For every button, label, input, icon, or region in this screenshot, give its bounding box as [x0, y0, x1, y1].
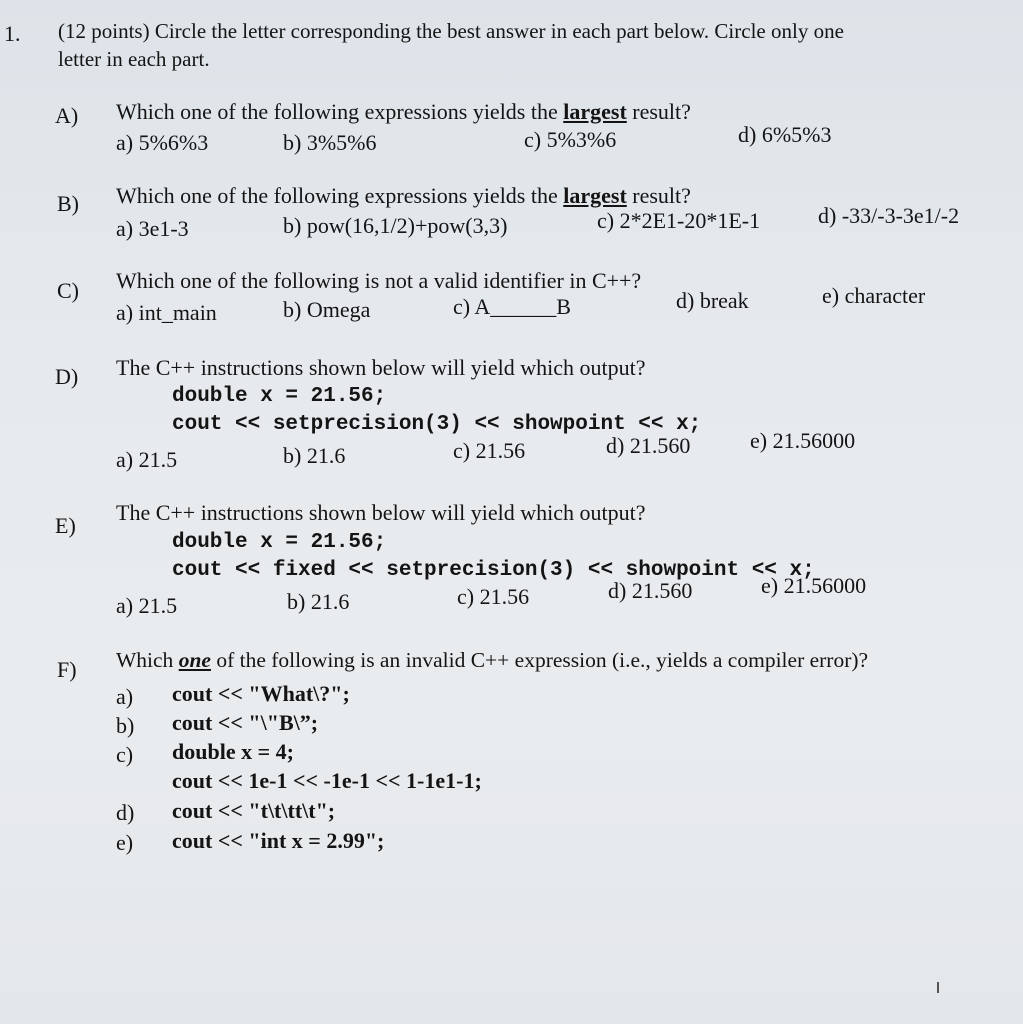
part-c-option-a[interactable]: a) int_main [116, 300, 217, 325]
part-e-stem: The C++ instructions shown below will yield which output? [116, 500, 646, 525]
part-b-stem [116, 183, 691, 209]
part-e-option-c[interactable]: c) 21.56 [457, 584, 530, 609]
part-b-stem-text: Which one of the following expressions yields the [116, 183, 564, 208]
part-c-option-e[interactable]: e) character [822, 283, 926, 308]
part-c-stem: Which one of the following is not a valid identifier in C++? [116, 268, 642, 293]
part-f-option-d-letter[interactable]: d) [116, 800, 135, 825]
part-b-option-d[interactable]: d) -33/-3-3e1/-2 [818, 203, 960, 228]
part-f-option-a-code: cout << "What\?"; [172, 681, 350, 706]
part-f-option-d-code: cout << "t\t\tt\t"; [172, 798, 336, 823]
part-d-label: D) [55, 364, 79, 389]
part-a-option-b[interactable]: b) 3%5%6 [283, 130, 377, 155]
part-d-code-line2: cout << setprecision(3) << showpoint << x; [172, 413, 702, 436]
question-number: 1. [4, 21, 21, 46]
part-f-option-c-code-line2: cout << 1e-1 << -1e-1 << 1-1e1-1; [172, 768, 482, 793]
part-a-label: A) [55, 103, 79, 128]
part-e-code-line1: double x = 21.56; [172, 531, 387, 554]
part-f-stem [116, 647, 868, 673]
part-e-label: E) [55, 513, 76, 538]
part-f-stem-text: Which [116, 648, 179, 672]
part-f-option-c-letter[interactable]: c) [116, 742, 134, 767]
part-c-option-c[interactable]: c) A______B [453, 294, 571, 319]
part-b-label: B) [57, 191, 79, 216]
pen-mark [937, 982, 939, 993]
part-f-label: F) [57, 657, 77, 682]
part-e-option-a[interactable]: a) 21.5 [116, 593, 178, 618]
part-b-stem-emphasis: largest [563, 183, 627, 208]
part-e-option-e[interactable]: e) 21.56000 [761, 573, 867, 598]
part-e-option-b[interactable]: b) 21.6 [287, 589, 350, 614]
part-c-label: C) [57, 278, 79, 303]
part-a-option-d[interactable]: d) 6%5%3 [738, 122, 832, 147]
part-a-stem [116, 99, 691, 125]
part-a-stem-end: result? [626, 99, 691, 124]
part-f-stem-end: of the following is an invalid C++ expression (i.e., yields a compiler error)? [210, 648, 869, 672]
part-f-option-e-letter[interactable]: e) [116, 830, 134, 855]
part-c-option-b[interactable]: b) Omega [283, 297, 371, 322]
part-b-option-c[interactable]: c) 2*2E1-20*1E-1 [597, 208, 761, 233]
part-d-option-b[interactable]: b) 21.6 [283, 443, 346, 468]
part-f-option-b-code: cout << "\"B\”; [172, 710, 319, 735]
part-f-option-e-code: cout << "int x = 2.99"; [172, 828, 385, 853]
part-e-option-d[interactable]: d) 21.560 [608, 578, 693, 603]
part-f-stem-emphasis: one [178, 648, 211, 672]
part-c-option-d[interactable]: d) break [676, 288, 749, 313]
part-b-option-b[interactable]: b) pow(16,1/2)+pow(3,3) [283, 213, 508, 238]
part-d-option-d[interactable]: d) 21.560 [606, 433, 691, 458]
part-e-code-line2: cout << fixed << setprecision(3) << showpoint << x; [172, 559, 815, 582]
part-d-option-e[interactable]: e) 21.56000 [750, 428, 856, 453]
part-a-stem-text: Which one of the following expressions yields the [116, 99, 564, 124]
question-intro-line2: letter in each part. [58, 47, 210, 71]
part-d-code-line1: double x = 21.56; [172, 385, 387, 408]
part-b-option-a[interactable]: a) 3e1-3 [116, 216, 189, 241]
part-f-option-b-letter[interactable]: b) [116, 713, 135, 738]
part-d-option-c[interactable]: c) 21.56 [453, 438, 526, 463]
part-a-stem-emphasis: largest [563, 99, 627, 124]
part-d-stem: The C++ instructions shown below will yield which output? [116, 355, 646, 380]
part-a-option-c[interactable]: c) 5%3%6 [524, 127, 617, 152]
part-d-option-a[interactable]: a) 21.5 [116, 447, 178, 472]
part-f-option-c-code-line1: double x = 4; [172, 739, 294, 764]
part-a-option-a[interactable]: a) 5%6%3 [116, 130, 209, 155]
part-f-option-a-letter[interactable]: a) [116, 684, 134, 709]
part-b-stem-end: result? [626, 183, 691, 208]
question-intro-line1: (12 points) Circle the letter corresponding the best answer in each part below. Circle only one [58, 19, 844, 43]
